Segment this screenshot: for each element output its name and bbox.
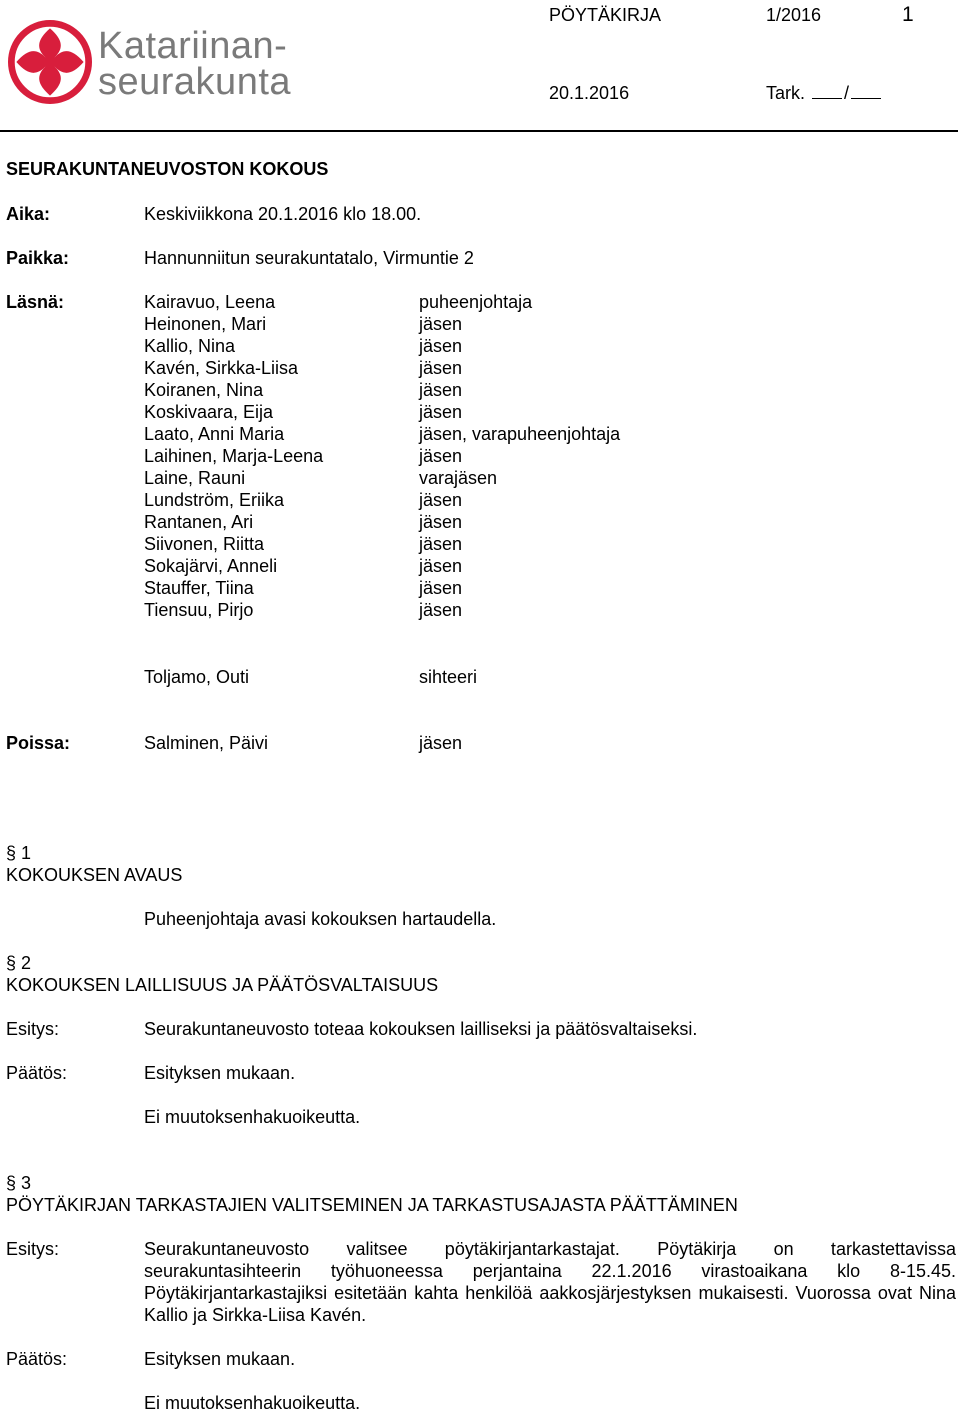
doc-date: 20.1.2016 [549,83,630,103]
section-2-appeal: Ei muutoksenhakuoikeutta. [144,1107,361,1127]
section-2-number: § 2 [6,953,32,973]
secretary-name: Toljamo, Outi [144,667,250,687]
section-3-decision: Esityksen mukaan. [144,1349,296,1369]
section-2-title: KOKOUKSEN LAILLISUUS JA PÄÄTÖSVALTAISUUS [6,975,439,995]
attendee-role: jäsen [419,314,463,334]
attendee-role: jäsen [419,358,463,378]
check-label: Tark. [766,83,806,103]
check-blank-1 [812,82,842,99]
meeting-title: SEURAKUNTANEUVOSTON KOKOUS [6,159,329,179]
parish-logo-icon [8,20,92,104]
attendee-role: puheenjohtaja [419,292,533,312]
attendee-name: Kairavuo, Leena [144,292,276,312]
attendee-name: Sokajärvi, Anneli [144,556,278,576]
attendee-role: varajäsen [419,468,498,488]
logo-text-line1: Katariinan- [98,25,288,67]
section-3-proposal-label: Esitys: [6,1239,60,1259]
place-label: Paikka: [6,248,70,268]
attendee-name: Laine, Rauni [144,468,246,488]
attendee-name: Stauffer, Tiina [144,578,254,598]
attendee-name: Siivonen, Riitta [144,534,265,554]
section-1-title: KOKOUKSEN AVAUS [6,865,183,885]
check-blank-2 [851,82,881,99]
section-2-decision: Esityksen mukaan. [144,1063,296,1083]
attendee-role: jäsen [419,600,463,620]
attendee-role: jäsen [419,534,463,554]
header-divider [0,130,958,132]
attendee-role: jäsen [419,578,463,598]
attendee-name: Kallio, Nina [144,336,236,356]
section-3-proposal: Seurakuntaneuvosto valitsee pöytäkirjantarkastajat. Pöytäkirja on tarkastettavissa seurakuntasihteerin työhuoneessa perjantaina 22.1.2016 virastoaikana klo 8-15.45. Pöytäkirjantarkastajiksi esitetään kahta henkilöä aakkosjärjestyksen mukaisesti. Vuorossa ovat Nina Kallio ja Sirkka-Liisa Kavén. [144,1239,956,1325]
section-3-number: § 3 [6,1173,32,1193]
doc-number: 1/2016 [766,5,822,25]
page-number: 1 [902,3,914,26]
secretary-role: sihteeri [419,667,478,687]
attendee-name: Lundström, Eriika [144,490,285,510]
section-3-appeal: Ei muutoksenhakuoikeutta. [144,1393,361,1413]
section-2-decision-label: Päätös: [6,1063,68,1083]
attendee-role: jäsen [419,556,463,576]
attendee-role: jäsen [419,446,463,466]
section-2-proposal-label: Esitys: [6,1019,60,1039]
absent-role: jäsen [419,733,463,753]
absent-name: Salminen, Päivi [144,733,269,753]
attendee-name: Laato, Anni Maria [144,424,285,444]
section-1-text: Puheenjohtaja avasi kokouksen hartaudella. [144,909,497,929]
attendee-role: jäsen, varapuheenjohtaja [419,424,621,444]
section-3-decision-label: Päätös: [6,1349,68,1369]
check-separator: / [844,83,850,103]
absent-label: Poissa: [6,733,71,753]
check-field [766,82,883,104]
attendee-name: Laihinen, Marja-Leena [144,446,324,466]
attendee-name: Koiranen, Nina [144,380,264,400]
attendee-role: jäsen [419,402,463,422]
attendee-name: Kavén, Sirkka-Liisa [144,358,299,378]
time-label: Aika: [6,204,51,224]
logo-text-line2: seurakunta [98,61,292,103]
section-1-number: § 1 [6,843,32,863]
attendee-role: jäsen [419,490,463,510]
attendee-name: Koskivaara, Eija [144,402,274,422]
time-value: Keskiviikkona 20.1.2016 klo 18.00. [144,204,422,224]
attendee-role: jäsen [419,512,463,532]
place-value: Hannunniitun seurakuntatalo, Virmuntie 2 [144,248,474,268]
attendee-name: Rantanen, Ari [144,512,254,532]
present-label: Läsnä: [6,292,65,312]
attendee-name: Tiensuu, Pirjo [144,600,254,620]
attendee-name: Heinonen, Mari [144,314,267,334]
attendee-role: jäsen [419,336,463,356]
attendee-role: jäsen [419,380,463,400]
doc-type: PÖYTÄKIRJA [549,5,662,25]
section-2-proposal: Seurakuntaneuvosto toteaa kokouksen lailliseksi ja päätösvaltaiseksi. [144,1019,698,1039]
section-3-title: PÖYTÄKIRJAN TARKASTAJIEN VALITSEMINEN JA TARKASTUSAJASTA PÄÄTTÄMINEN [6,1195,738,1215]
